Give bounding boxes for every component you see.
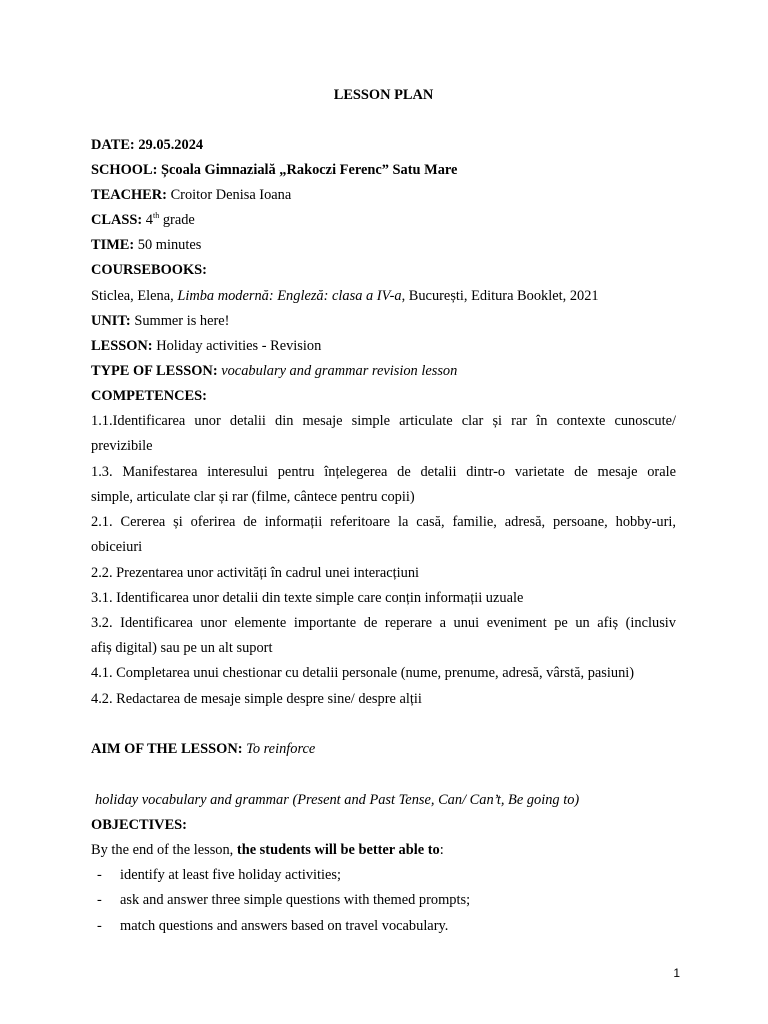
teacher-line — [91, 186, 676, 204]
aim-label: AIM OF THE LESSON: — [91, 741, 243, 757]
objectives-intro — [91, 841, 676, 859]
school-label: SCHOOL: — [91, 162, 158, 178]
page-number: 1 — [673, 966, 680, 980]
competence-line: afiș digital) sau pe un alt suport — [91, 640, 273, 656]
lesson-line — [91, 337, 676, 355]
class-line — [91, 211, 676, 229]
lesson-label: LESSON: — [91, 338, 153, 354]
class-value: grade — [162, 212, 195, 228]
coursebooks-label: COURSEBOOKS: — [91, 262, 207, 278]
objective-item: match questions and answers based on travel vocabulary. — [120, 918, 449, 934]
objectives-label: OBJECTIVES: — [91, 817, 187, 833]
coursebook-reference — [91, 287, 676, 305]
competence-line: 2.1. Cererea și oferirea de informații referitoare la casă, familie, adresă, persoane, hobby-uri, — [91, 514, 676, 530]
competences-label: COMPETENCES: — [91, 388, 207, 404]
competence-line: 2.2. Prezentarea unor activități în cadrul unei interacțiuni — [91, 565, 420, 581]
teacher-value: Croitor Denisa Ioana — [170, 187, 292, 203]
time-value: 50 minutes — [137, 237, 202, 253]
lesson-value: Holiday activities - Revision — [156, 338, 322, 354]
teacher-label: TEACHER: — [91, 187, 167, 203]
page-title: LESSON PLAN — [333, 87, 434, 103]
unit-label: UNIT: — [91, 313, 131, 329]
school-value: Școala Gimnazială „Rakoczi Ferenc” Satu Mare — [160, 162, 458, 178]
coursebook-author: Sticlea, Elena, — [91, 288, 174, 304]
unit-value: Summer is here! — [134, 313, 230, 329]
objectives-intro-prefix: By the end of the lesson, — [91, 842, 234, 858]
time-line — [91, 236, 676, 254]
competence-line: obiceiuri — [91, 539, 143, 555]
competence-line: 3.1. Identificarea unor detalii din texte simple care conțin informații uzuale — [91, 590, 524, 606]
date-value: 29.05.2024 — [138, 137, 204, 153]
class-ordinal-suffix: th — [153, 211, 160, 220]
time-label: TIME: — [91, 237, 135, 253]
competence-line: 1.3. Manifestarea interesului pentru înțelegerea de detalii dintr-o varietate de mesaje orale — [91, 464, 676, 480]
competence-line: 1.1.Identificarea unor detalii din mesaje simple articulate clar și rar în contexte cunoscute/ — [91, 413, 676, 429]
competence-line: 3.2. Identificarea unor elemente importante de reperare a unui eveniment pe un afiș (inclusiv — [91, 615, 676, 631]
competence-line: simple, articulate clar și rar (filme, cântece pentru copii) — [91, 489, 415, 505]
objectives-intro-bold: the students will be better able to — [236, 842, 440, 858]
aim-value: To reinforce — [246, 741, 316, 757]
type-of-lesson-value: vocabulary and grammar revision lesson — [221, 363, 458, 379]
bullet-marker: - — [97, 892, 102, 908]
competence-line: 4.1. Completarea unui chestionar cu detalii personale (nume, prenume, adresă, vârstă, pasiuni) — [91, 665, 635, 681]
aim-line — [91, 740, 676, 758]
competence-line: previzibile — [91, 438, 153, 454]
competence-line: 4.2. Redactarea de mesaje simple despre sine/ despre alții — [91, 691, 422, 707]
coursebook-publisher: , București, Editura Booklet, 2021 — [401, 288, 599, 304]
bullet-marker: - — [97, 867, 102, 883]
type-of-lesson-label: TYPE OF LESSON: — [91, 363, 218, 379]
objective-item: identify at least five holiday activities; — [120, 867, 341, 883]
class-number: 4 — [145, 212, 153, 228]
class-label: CLASS: — [91, 212, 143, 228]
aim-continuation: holiday vocabulary and grammar (Present and Past Tense, Can/ Can’t, Be going to) — [95, 792, 580, 808]
coursebook-title: Limba modernă: Engleză: clasa a IV-a — [177, 288, 402, 304]
type-of-lesson-line — [91, 362, 676, 380]
objective-item: ask and answer three simple questions with themed prompts; — [120, 892, 471, 908]
date-label: DATE: — [91, 137, 135, 153]
school-line — [91, 161, 676, 179]
objectives-intro-suffix: : — [439, 842, 444, 858]
unit-line — [91, 312, 676, 330]
date-line — [91, 136, 676, 154]
bullet-marker: - — [97, 918, 102, 934]
